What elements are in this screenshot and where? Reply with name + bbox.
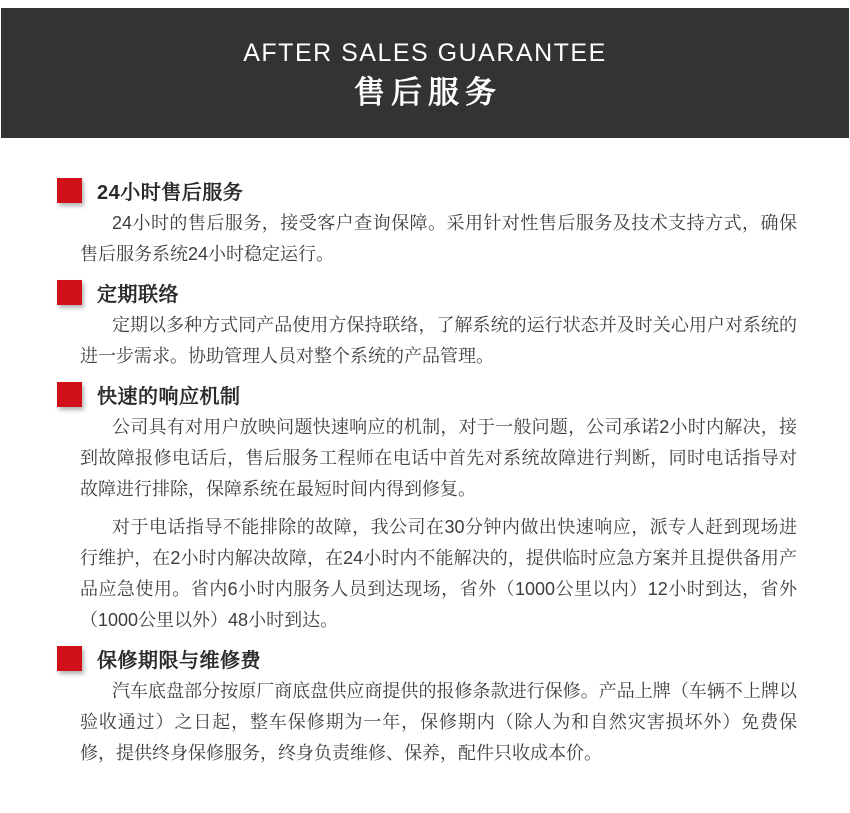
section-regular-contact	[57, 280, 797, 372]
section-body	[80, 412, 797, 636]
section-heading-row	[57, 178, 797, 202]
section-body	[80, 310, 797, 372]
section-body	[80, 676, 797, 769]
header-title-en: AFTER SALES GUARANTEE	[243, 39, 607, 67]
section-title: 快速的响应机制	[97, 385, 241, 408]
page	[0, 8, 850, 813]
section-body	[80, 208, 797, 270]
header-banner	[1, 8, 849, 138]
section-paragraph: 公司具有对用户放映问题快速响应的机制，对于一般问题，公司承诺2小时内解决，接到故障报修电话后，售后服务工程师在电话中首先对系统故障进行判断，同时电话指导对故障进行排除，保障系统在最短时间内得到修复。	[80, 417, 797, 499]
red-square-bullet-icon	[57, 646, 82, 671]
section-paragraph: 24小时的售后服务，接受客户查询保障。采用针对性售后服务及技术支持方式，确保售后服务系统24小时稳定运行。	[80, 213, 797, 264]
red-square-bullet-icon	[57, 382, 82, 407]
section-heading-row	[57, 280, 797, 304]
section-title: 24小时售后服务	[97, 181, 244, 204]
section-title: 保修期限与维修费	[97, 649, 261, 672]
section-heading-row	[57, 382, 797, 406]
red-square-bullet-icon	[57, 178, 82, 203]
section-24h-service	[57, 178, 797, 270]
section-heading-row	[57, 646, 797, 670]
section-title: 定期联络	[97, 283, 179, 306]
section-rapid-response	[57, 382, 797, 636]
header-title-zh: 售后服务	[354, 75, 502, 110]
section-paragraph: 定期以多种方式同产品使用方保持联络，了解系统的运行状态并及时关心用户对系统的进一步需求。协助管理人员对整个系统的产品管理。	[80, 315, 797, 366]
red-square-bullet-icon	[57, 280, 82, 305]
section-paragraph: 对于电话指导不能排除的故障，我公司在30分钟内做出快速响应，派专人赶到现场进行维护，在2小时内解决故障，在24小时内不能解决的，提供临时应急方案并且提供备用产品应急使用。省内6小时内服务人员到达现场，省外（1000公里以内）12小时到达，省外（1000公里以外）48小时到达。	[80, 517, 797, 630]
section-warranty-terms	[57, 646, 797, 769]
section-paragraph: 汽车底盘部分按原厂商底盘供应商提供的报修条款进行保修。产品上牌（车辆不上牌以验收通过）之日起，整车保修期为一年，保修期内（除人为和自然灾害损坏外）免费保修，提供终身保修服务，终身负责维修、保养，配件只收成本价。	[80, 681, 797, 763]
content-area	[0, 138, 850, 769]
